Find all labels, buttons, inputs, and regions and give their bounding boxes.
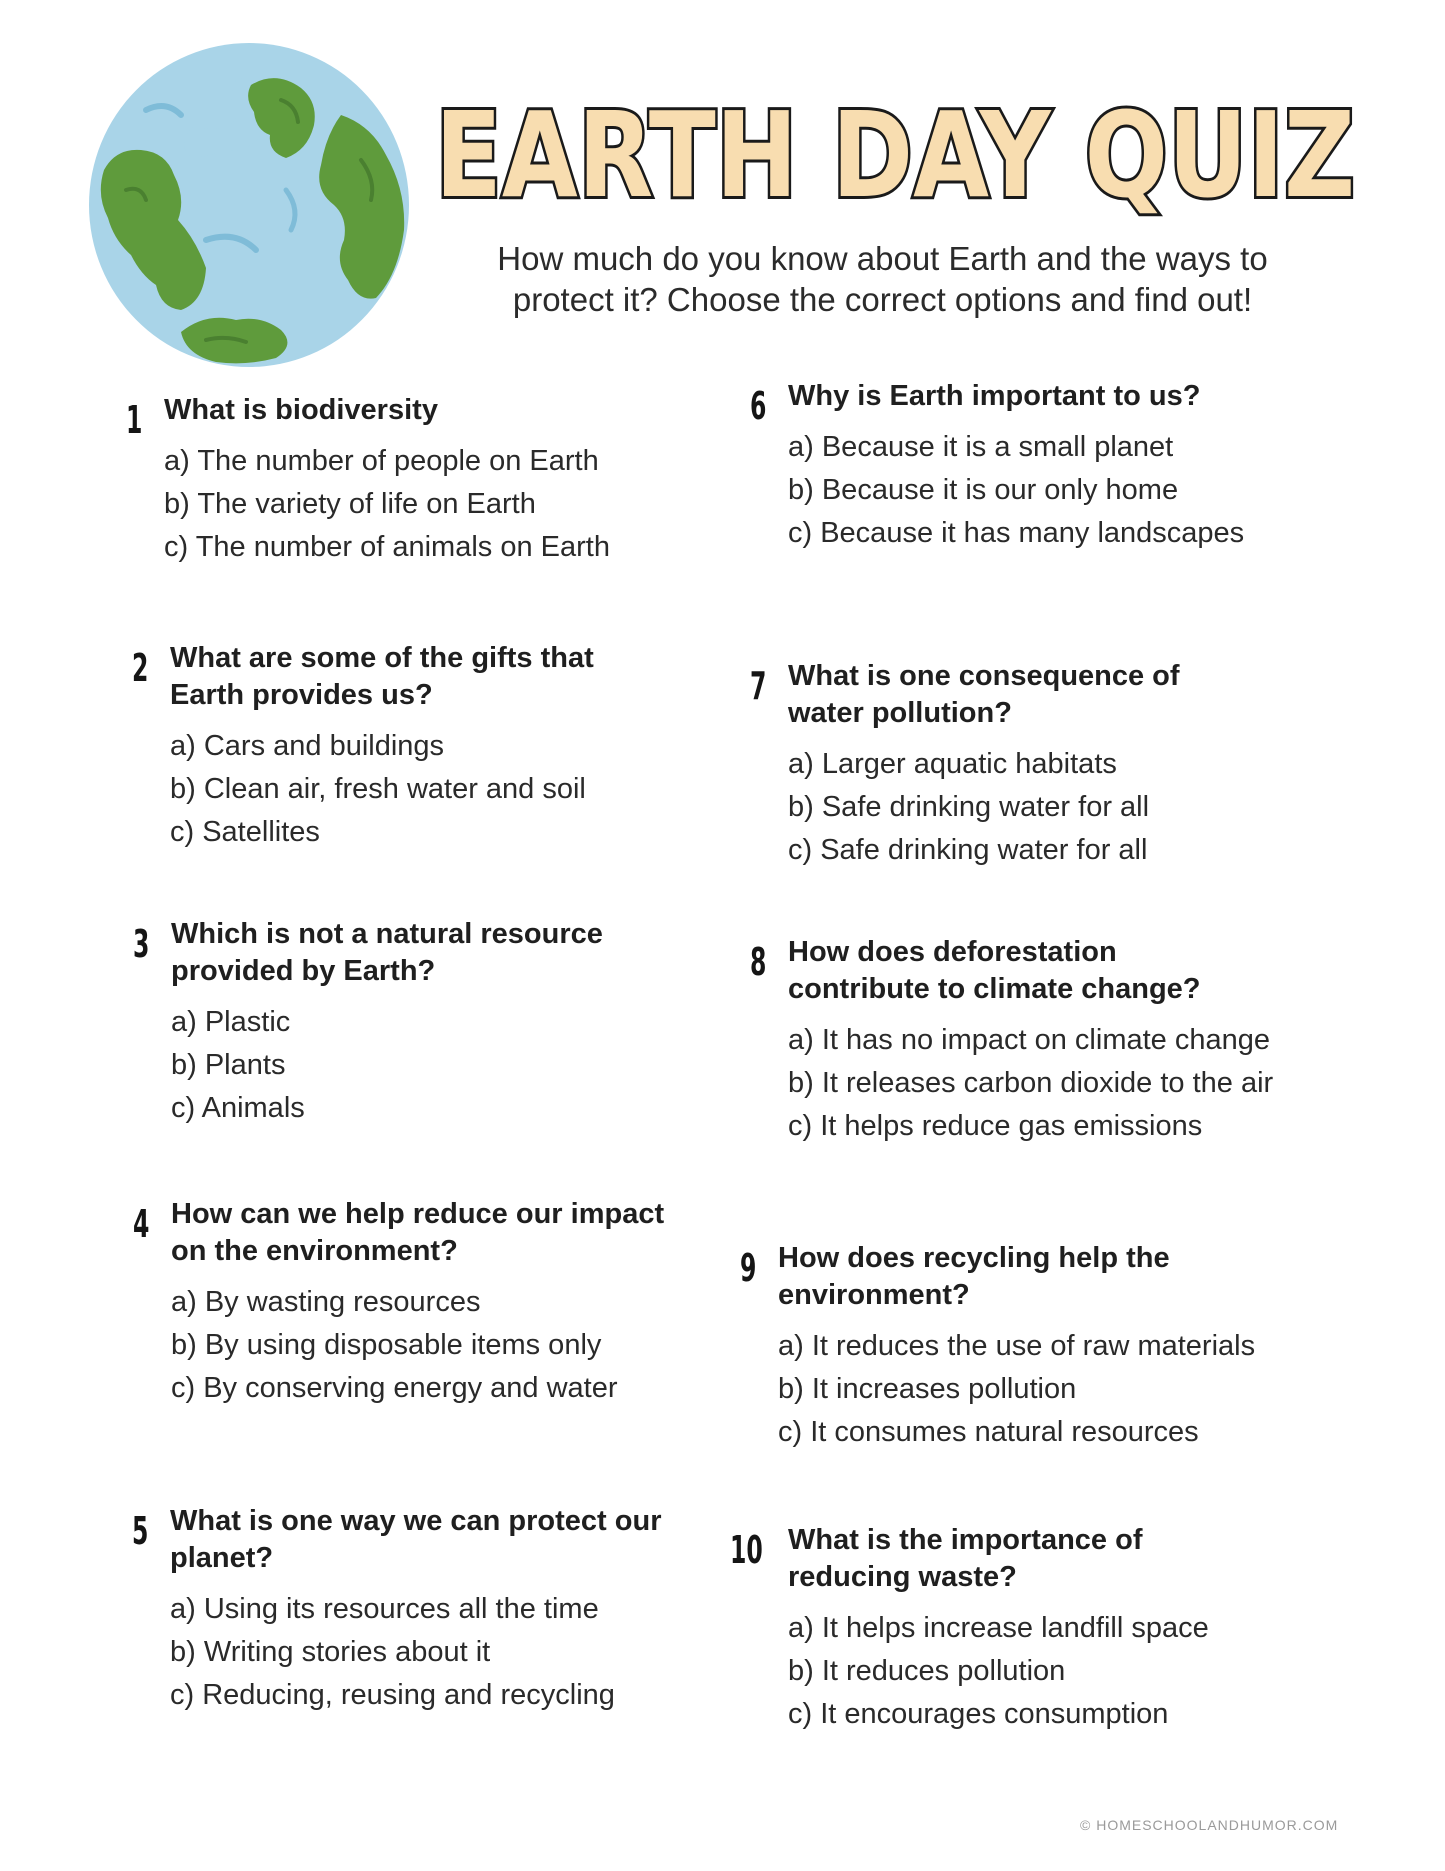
option-c[interactable]: c) By conserving energy and water [171, 1372, 618, 1404]
question-number: 7 [750, 664, 767, 708]
option-a[interactable]: a) Cars and buildings [170, 730, 445, 762]
subtitle-line-2: protect it? Choose the correct options and find out! [512, 281, 1253, 318]
question-number: 8 [750, 940, 767, 984]
option-b[interactable]: b) Safe drinking water for all [788, 791, 1150, 823]
option-c[interactable]: c) Reducing, reusing and recycling [170, 1679, 615, 1711]
question-text: Which is not a natural resource provided by Earth? [171, 918, 603, 987]
option-c[interactable]: c) The number of animals on Earth [164, 531, 610, 563]
question-number: 10 [730, 1528, 763, 1572]
question-number: 6 [750, 384, 767, 428]
quiz-subtitle [430, 238, 1335, 320]
option-b[interactable]: b) It releases carbon dioxide to the air [788, 1067, 1274, 1099]
option-b[interactable]: b) The variety of life on Earth [164, 488, 536, 520]
option-a[interactable]: a) It has no impact on climate change [788, 1024, 1270, 1056]
option-c[interactable]: c) It helps reduce gas emissions [788, 1110, 1203, 1142]
question-number: 4 [133, 1202, 150, 1246]
question-text: What are some of the gifts that Earth provides us? [170, 642, 594, 711]
copyright-footer: © HOMESCHOOLANDHUMOR.COM [1080, 1817, 1339, 1833]
option-b[interactable]: b) It increases pollution [778, 1373, 1077, 1405]
question-text: What is one way we can protect our planet? [170, 1505, 662, 1574]
question-text: How does recycling help the environment? [778, 1242, 1170, 1311]
option-b[interactable]: b) Clean air, fresh water and soil [170, 773, 586, 805]
option-b[interactable]: b) Because it is our only home [788, 474, 1179, 506]
option-c[interactable]: c) Because it has many landscapes [788, 517, 1245, 549]
earth-globe-illustration [86, 40, 412, 370]
option-b[interactable]: b) It reduces pollution [788, 1655, 1066, 1687]
question-text: How does deforestation contribute to climate change? [788, 936, 1201, 1005]
option-c[interactable]: c) It encourages consumption [788, 1698, 1169, 1730]
title-text: EARTH DAY QUIZ [435, 86, 1355, 224]
question-text: How can we help reduce our impact on the environment? [171, 1198, 665, 1267]
subtitle-line-1: How much do you know about Earth and the ways to [497, 240, 1268, 277]
option-b[interactable]: b) By using disposable items only [171, 1329, 602, 1361]
option-a[interactable]: a) It helps increase landfill space [788, 1612, 1209, 1644]
option-a[interactable]: a) The number of people on Earth [164, 445, 599, 477]
question-number: 1 [126, 398, 143, 442]
question-number: 9 [740, 1246, 757, 1290]
question-text: What is biodiversity [164, 394, 438, 426]
option-c[interactable]: c) Animals [171, 1092, 305, 1124]
option-b[interactable]: b) Plants [171, 1049, 286, 1081]
quiz-title [425, 88, 1365, 238]
option-c[interactable]: c) Safe drinking water for all [788, 834, 1148, 866]
question-text: What is the importance of reducing waste? [788, 1524, 1143, 1593]
question-number: 5 [132, 1509, 149, 1553]
option-a[interactable]: a) Larger aquatic habitats [788, 748, 1117, 780]
option-a[interactable]: a) Because it is a small planet [788, 431, 1174, 463]
question-text: Why is Earth important to us? [788, 380, 1201, 412]
question-text: What is one consequence of water pollution? [788, 660, 1180, 729]
option-c[interactable]: c) Satellites [170, 816, 320, 848]
option-c[interactable]: c) It consumes natural resources [778, 1416, 1199, 1448]
option-a[interactable]: a) Plastic [171, 1006, 291, 1038]
option-b[interactable]: b) Writing stories about it [170, 1636, 491, 1668]
option-a[interactable]: a) It reduces the use of raw materials [778, 1330, 1256, 1362]
option-a[interactable]: a) By wasting resources [171, 1286, 481, 1318]
question-number: 2 [132, 646, 149, 690]
option-a[interactable]: a) Using its resources all the time [170, 1593, 599, 1625]
question-number: 3 [133, 922, 150, 966]
